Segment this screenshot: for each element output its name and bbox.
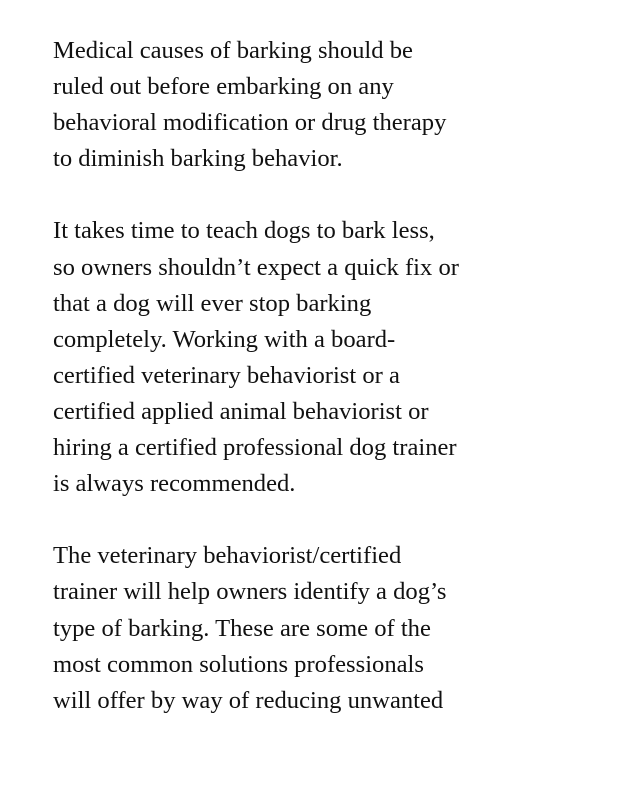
text-line: It takes time to teach dogs to bark less, (53, 217, 435, 245)
text-line: certified veterinary behaviorist or a (53, 361, 400, 389)
text-line: is always recommended. (53, 470, 296, 498)
text-line: trainer will help owners identify a dog’s (53, 578, 447, 606)
text-line: that a dog will ever stop barking (53, 289, 372, 317)
text-line: The veterinary behaviorist/certified (53, 542, 402, 570)
paragraph-training-time (53, 213, 573, 502)
document-page (53, 33, 573, 755)
text-line: behavioral modification or drug therapy (53, 109, 447, 137)
text-line: to diminish barking behavior. (53, 145, 343, 173)
text-line: Medical causes of barking should be (53, 37, 413, 64)
text-line: completely. Working with a board- (53, 325, 396, 353)
text-line: so owners shouldn’t expect a quick fix or (53, 253, 459, 281)
paragraph-medical-causes (53, 33, 573, 177)
text-line: type of barking. These are some of the (53, 614, 431, 642)
text-line: certified applied animal behaviorist or (53, 397, 429, 425)
text-line: will offer by way of reducing unwanted (53, 686, 444, 714)
text-line: hiring a certified professional dog trainer (53, 434, 457, 462)
text-line: most common solutions professionals (53, 650, 424, 678)
paragraph-behaviorist-help (53, 538, 573, 718)
text-line: ruled out before embarking on any (53, 73, 394, 101)
